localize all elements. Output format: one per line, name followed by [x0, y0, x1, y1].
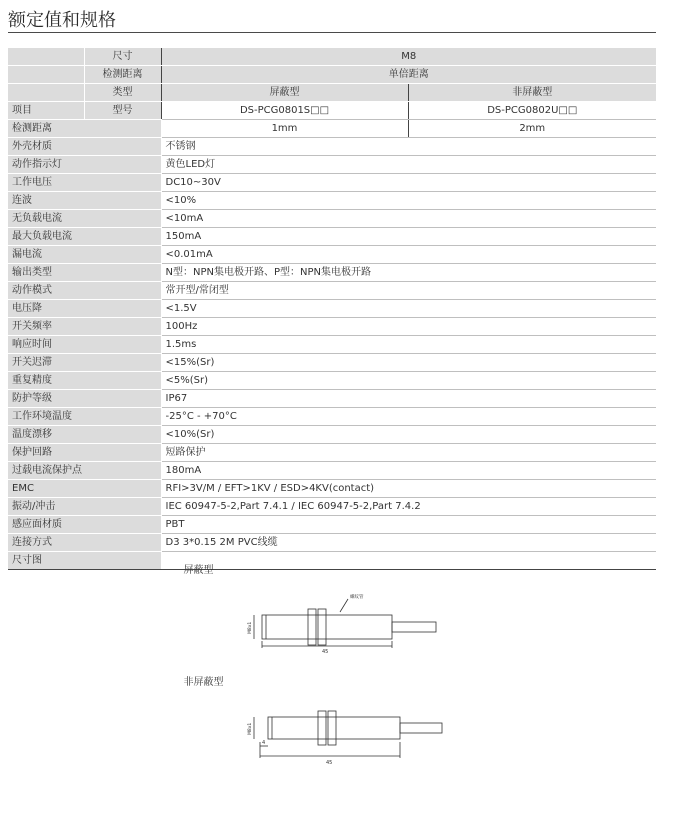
spec-row-value: <1.5V [161, 300, 656, 318]
spec-row-label: 工作环境温度 [8, 408, 161, 426]
spec-row [8, 390, 656, 408]
shielded-drawing-title: 屏蔽型 [183, 565, 214, 576]
spec-row-value: 黄色LED灯 [161, 156, 656, 174]
distance-value: 单倍距离 [161, 66, 656, 84]
spec-row [8, 408, 656, 426]
spec-row-label: 保护回路 [8, 444, 161, 462]
spec-row-label: 最大负载电流 [8, 228, 161, 246]
unshielded-drawing-title: 非屏蔽型 [183, 677, 224, 688]
title-divider [8, 32, 656, 33]
dimension-label: 尺寸图 [8, 552, 161, 570]
spec-row [8, 336, 656, 354]
spec-row-value: D3 3*0.15 2M PVC线缆 [161, 534, 656, 552]
spec-row-label: 工作电压 [8, 174, 161, 192]
spec-row [8, 264, 656, 282]
spec-row-label: 检测距离 [8, 120, 161, 138]
shielded-sensor-drawing [222, 582, 522, 662]
spec-row-value-shielded: 1mm [161, 120, 408, 138]
header-row-model [8, 102, 656, 120]
spec-row [8, 138, 656, 156]
spec-row-value: 常开型/常闭型 [161, 282, 656, 300]
header-row-size [8, 48, 656, 66]
spec-row-label: 输出类型 [8, 264, 161, 282]
spec-row [8, 354, 656, 372]
shielded-length-mark: 45 [321, 649, 328, 655]
spec-row-value: <15%(Sr) [161, 354, 656, 372]
nut-shape [308, 609, 316, 645]
spec-row-value: N型：NPN集电极开路、P型：NPN集电极开路 [161, 264, 656, 282]
spec-row-label: 防护等级 [8, 390, 161, 408]
size-value: M8 [161, 48, 656, 66]
spec-row-value: 100Hz [161, 318, 656, 336]
spec-row [8, 516, 656, 534]
sensor-body-shape [262, 615, 392, 639]
model-shielded: DS-PCG0801S□□ [161, 102, 408, 120]
spec-row [8, 534, 656, 552]
spec-row [8, 462, 656, 480]
spec-row [8, 318, 656, 336]
spec-row-label: 电压降 [8, 300, 161, 318]
spec-row [8, 480, 656, 498]
spec-row-value-unshielded: 2mm [408, 120, 656, 138]
spec-row-label: 开关迟滞 [8, 354, 161, 372]
spec-row-label: 重复精度 [8, 372, 161, 390]
spec-row-label: 外壳材质 [8, 138, 161, 156]
spec-row-value: IEC 60947-5-2,Part 7.4.1 / IEC 60947-5-2,Part 7.4.2 [161, 498, 656, 516]
spec-table [8, 48, 656, 766]
nut-shape [328, 711, 336, 745]
nut-shape [318, 711, 326, 745]
spec-row-value: RFI>3V/M / EFT>1KV / ESD>4KV(contact) [161, 480, 656, 498]
spec-row [8, 120, 656, 138]
unshielded-length-mark: 45 [325, 760, 332, 766]
unshielded-offset-mark: 4 [261, 740, 265, 746]
spec-row-value: 180mA [161, 462, 656, 480]
spec-row-value: 150mA [161, 228, 656, 246]
type-label: 类型 [84, 84, 161, 102]
spec-row [8, 246, 656, 264]
spec-row-label: 动作模式 [8, 282, 161, 300]
spec-row [8, 192, 656, 210]
model-label: 型号 [84, 102, 161, 120]
spec-row-value: IP67 [161, 390, 656, 408]
spec-row-label: EMC [8, 480, 161, 498]
spec-row-label: 连接方式 [8, 534, 161, 552]
spec-row [8, 282, 656, 300]
spec-row [8, 156, 656, 174]
sensor-body-shape [268, 717, 400, 739]
spec-row-label: 动作指示灯 [8, 156, 161, 174]
spec-row-value: <10mA [161, 210, 656, 228]
page-title: 额定值和规格 [8, 10, 116, 31]
type-shielded: 屏蔽型 [161, 84, 408, 102]
spec-row-label: 响应时间 [8, 336, 161, 354]
spec-row-label: 开关频率 [8, 318, 161, 336]
spec-row-value: <0.01mA [161, 246, 656, 264]
model-unshielded: DS-PCG0802U□□ [408, 102, 656, 120]
dimension-drawing-area [161, 552, 656, 766]
spec-row [8, 228, 656, 246]
spec-row-label: 无负载电流 [8, 210, 161, 228]
unshielded-sensor-drawing [222, 694, 522, 769]
spec-row-label: 温度漂移 [8, 426, 161, 444]
spec-row [8, 300, 656, 318]
spec-row-label: 振动/冲击 [8, 498, 161, 516]
spec-row-label: 连波 [8, 192, 161, 210]
spec-row-value: PBT [161, 516, 656, 534]
shielded-thread-mark: M8x1 [247, 621, 253, 634]
spec-row-value: 短路保护 [161, 444, 656, 462]
cable-shape [392, 622, 436, 632]
spec-row-value: <10%(Sr) [161, 426, 656, 444]
spec-row [8, 372, 656, 390]
spec-row-value: <10% [161, 192, 656, 210]
unshielded-thread-mark: M8x1 [247, 722, 253, 735]
spec-row [8, 426, 656, 444]
spec-row [8, 174, 656, 192]
spec-row [8, 210, 656, 228]
spec-row-value: 不锈钢 [161, 138, 656, 156]
type-unshielded: 非屏蔽型 [408, 84, 656, 102]
cable-shape [400, 723, 442, 733]
nut-shape [318, 609, 326, 645]
header-row-distance [8, 66, 656, 84]
size-label: 尺寸 [84, 48, 161, 66]
spec-row-label: 感应面材质 [8, 516, 161, 534]
spec-row-value: -25°C - +70°C [161, 408, 656, 426]
spec-row-value: DC10~30V [161, 174, 656, 192]
spec-row-value: <5%(Sr) [161, 372, 656, 390]
spec-row-label: 过载电流保护点 [8, 462, 161, 480]
dimension-row [8, 552, 656, 570]
distance-label: 检测距离 [84, 66, 161, 84]
spec-row [8, 444, 656, 462]
shielded-nut-note: 螺纹管 [349, 595, 363, 600]
item-label: 项目 [8, 102, 84, 120]
spec-row [8, 498, 656, 516]
spec-row-label: 漏电流 [8, 246, 161, 264]
spec-row-value: 1.5ms [161, 336, 656, 354]
header-row-type [8, 84, 656, 102]
